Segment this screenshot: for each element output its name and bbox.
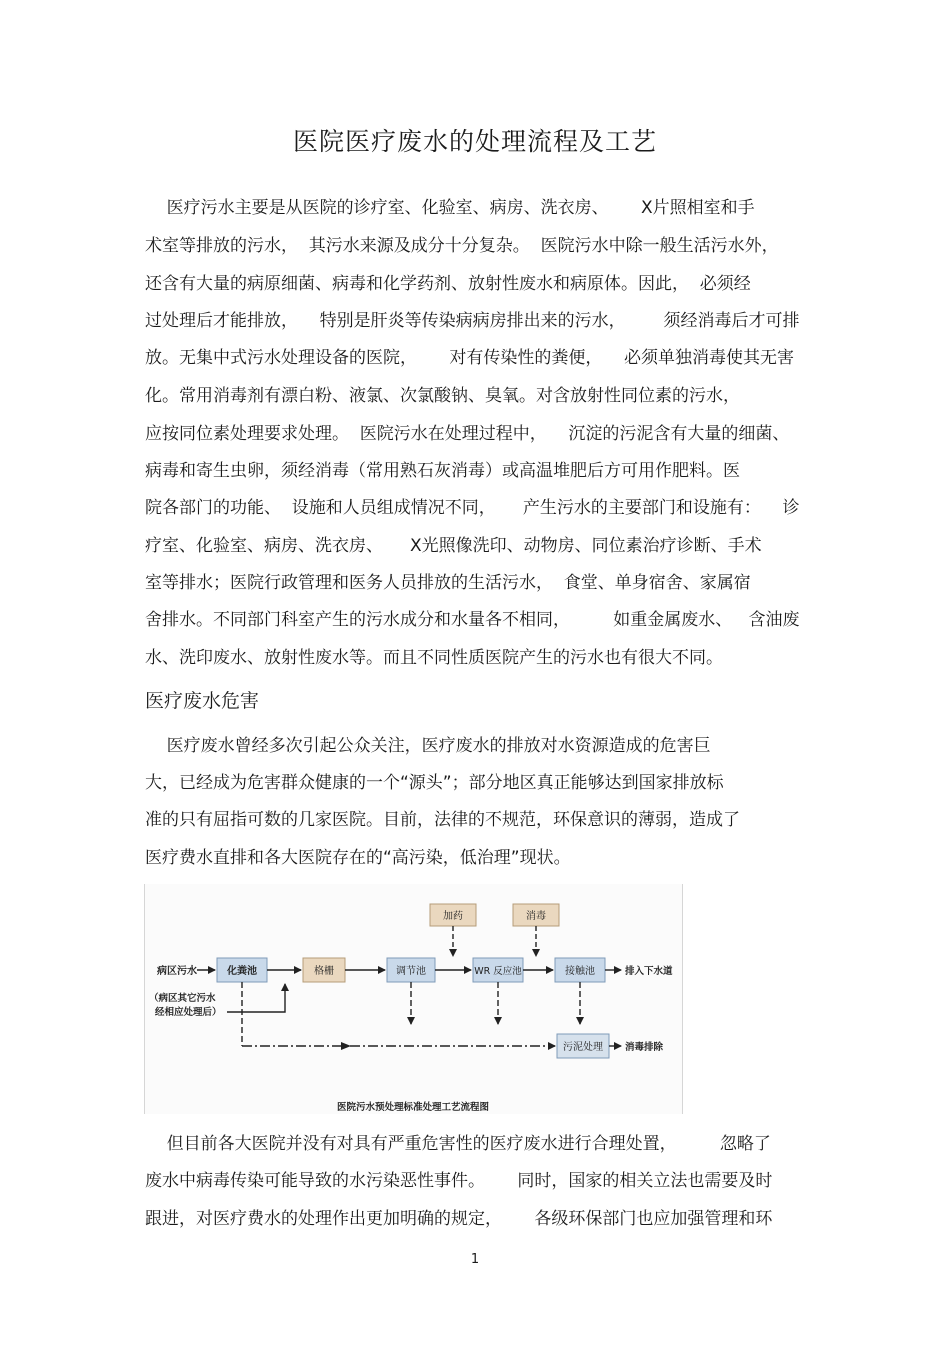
paragraph-line: 医疗废水曾经多次引起公众关注，医疗废水的排放对水资源造成的危害巨 — [145, 736, 711, 756]
septic-tank-label: 化粪池 — [227, 966, 257, 977]
paragraph-line: 准的只有屈指可数的几家医院。目前，法律的不规范，环保意识的薄弱，造成了 — [145, 810, 740, 830]
discharge-label: 排入下水道 — [625, 966, 673, 977]
flow-lines — [197, 926, 621, 1046]
page-title: 医院医疗废水的处理流程及工艺 — [292, 127, 657, 156]
process-flow-diagram — [145, 884, 682, 1114]
disinfection-label: 消毒 — [526, 911, 546, 922]
paragraph-line: 但目前各大医院并没有对具有严重危害性的医疗废水进行合理处置， 忽略了 — [145, 1134, 771, 1154]
disinfect-discharge-label: 消毒排除 — [625, 1042, 664, 1053]
paragraph-line: 废水中病毒传染可能导致的水污染恶性事件。 同时，国家的相关立法也需要及时 — [145, 1171, 773, 1191]
input-label: 病区污水 — [157, 966, 197, 977]
paragraph-line: 医疗费水直排和各大医院存在的“高污染，低治理”现状。 — [145, 848, 571, 868]
grille-label: 格栅 — [314, 966, 334, 977]
process-flow-figure — [144, 884, 683, 1114]
dosing-label: 加药 — [443, 911, 463, 922]
section-heading: 医疗废水危害 — [145, 690, 260, 712]
paragraph-line: 病毒和寄生虫卵，须经消毒（常用熟石灰消毒）或高温堆肥后方可用作肥料。医 — [145, 461, 740, 481]
paragraph-line: 化。常用消毒剂有漂白粉、液氯、次氯酸钠、臭氧。对含放射性同位素的污水， — [145, 386, 740, 406]
paragraph-line: 院各部门的功能、 设施和人员组成情况不同， 产生污水的主要部门和设施有： 诊 — [145, 498, 800, 518]
paragraph-line: 应按同位素处理要求处理。 医院污水在处理过程中， 沉淀的污泥含有大量的细菌、 — [145, 424, 790, 444]
figure-caption: 医院污水预处理标准处理工艺流程图 — [336, 1102, 490, 1113]
paragraph-line: 疗室、化验室、病房、洗衣房、 X光照像洗印、动物房、同位素治疗诊断、手术 — [145, 536, 762, 556]
paragraph-line: 医疗污水主要是从医院的诊疗室、化验室、病房、洗衣房、 X片照相室和手 — [145, 198, 755, 218]
paragraph-line: 过处理后才能排放， 特别是肝炎等传染病病房排出来的污水， 须经消毒后才可排 — [145, 311, 800, 331]
reaction-tank-label: WR 反应池 — [474, 966, 522, 977]
sludge-arrow-icon — [341, 1042, 351, 1050]
paragraph-line: 放。无集中式污水处理设备的医院， 对有传染性的粪便， 必须单独消毒使其无害 — [145, 348, 795, 368]
paragraph-line: 还含有大量的病原细菌、病毒和化学药剂、放射性废水和病原体。因此， 必须经 — [145, 274, 751, 294]
paragraph-line: 室等排水；医院行政管理和医务人员排放的生活污水， 食堂、单身宿舍、家属宿 — [145, 573, 751, 593]
paragraph-line: 术室等排放的污水， 其污水来源及成分十分复杂。 医院污水中除一般生活污水外， — [145, 236, 779, 256]
paragraph-line: 大，已经成为危害群众健康的一个“源头”；部分地区真正能够达到国家排放标 — [145, 773, 724, 793]
contact-tank-label: 接触池 — [565, 966, 595, 977]
paragraph-line: 跟进，对医疗费水的处理作出更加明确的规定， 各级环保部门也应加强管理和环 — [145, 1209, 773, 1229]
other-sewage-label: （病区其它污水 — [149, 993, 216, 1004]
other-sewage-label: 经相应处理后） — [155, 1007, 222, 1018]
regulating-tank-label: 调节池 — [396, 966, 426, 977]
sludge-treatment-label: 污泥处理 — [563, 1042, 603, 1053]
paragraph-line: 水、洗印废水、放射性废水等。而且不同性质医院产生的污水也有很大不同。 — [145, 648, 723, 668]
paragraph-line: 舍排水。不同部门科室产生的污水成分和水量各不相同， 如重金属废水、 含油废 — [145, 610, 800, 630]
page-number: 1 — [470, 1252, 480, 1267]
